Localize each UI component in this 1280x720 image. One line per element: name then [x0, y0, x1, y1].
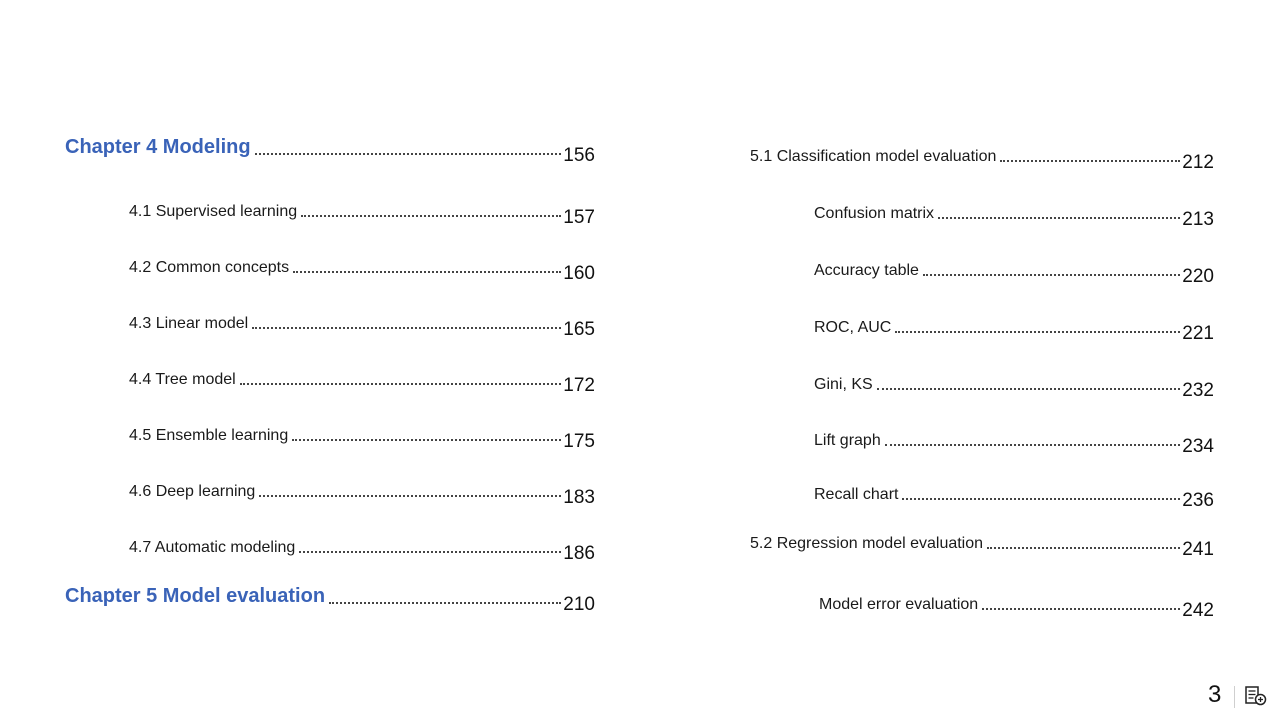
toc-page-number: 236	[1182, 490, 1214, 511]
toc-page-number: 242	[1182, 600, 1214, 621]
toc-entry-accuracy-table[interactable]	[814, 262, 1214, 287]
toc-label: Confusion matrix	[814, 205, 935, 222]
toc-page-number: 210	[563, 594, 595, 615]
toc-entry-confusion-matrix[interactable]	[814, 205, 1214, 230]
leader-dots	[885, 444, 1181, 446]
toc-label: 4.4 Tree model	[129, 371, 236, 388]
leader-dots	[299, 551, 561, 553]
leader-dots	[923, 274, 1180, 276]
toc-label: 4.3 Linear model	[129, 315, 249, 332]
toc-page-number: 234	[1182, 436, 1214, 457]
toc-label: 4.6 Deep learning	[129, 483, 256, 500]
footer-divider	[1234, 686, 1235, 708]
leader-dots	[259, 495, 561, 497]
toc-entry-4-1[interactable]	[129, 203, 595, 228]
leader-dots	[252, 327, 561, 329]
leader-dots	[240, 383, 562, 385]
leader-dots	[982, 608, 1180, 610]
toc-entry-5-2[interactable]	[750, 535, 1214, 560]
toc-page-number: 157	[563, 207, 595, 228]
toc-entry-recall-chart[interactable]	[814, 486, 1214, 511]
toc-entry-gini-ks[interactable]	[814, 376, 1214, 401]
toc-page-number: 232	[1182, 380, 1214, 401]
toc-page-number: 175	[563, 431, 595, 452]
toc-entry-4-7[interactable]	[129, 539, 595, 564]
toc-label: ROC, AUC	[814, 319, 892, 336]
leader-dots	[877, 388, 1181, 390]
leader-dots	[895, 331, 1180, 333]
toc-page-number: 220	[1182, 266, 1214, 287]
toc-label: 5.2 Regression model evaluation	[750, 535, 984, 552]
toc-label: Gini, KS	[814, 376, 873, 393]
toc-entry-4-5[interactable]	[129, 427, 595, 452]
toc-entry-4-2[interactable]	[129, 259, 595, 284]
toc-page-number: 156	[563, 145, 595, 166]
outline-view-icon[interactable]	[1245, 686, 1267, 706]
toc-entry-chapter-5[interactable]	[65, 585, 595, 615]
leader-dots	[329, 602, 561, 604]
toc-entry-lift-graph[interactable]	[814, 432, 1214, 457]
toc-label: Chapter 5 Model evaluation	[65, 585, 326, 607]
slide-number: 3	[1208, 681, 1222, 708]
toc-entry-4-6[interactable]	[129, 483, 595, 508]
toc-entry-chapter-4[interactable]	[65, 136, 595, 166]
toc-entry-roc-auc[interactable]	[814, 319, 1214, 344]
toc-page-number: 186	[563, 543, 595, 564]
toc-label: 4.7 Automatic modeling	[129, 539, 296, 556]
toc-entry-4-4[interactable]	[129, 371, 595, 396]
toc-entry-model-error[interactable]	[819, 596, 1214, 621]
toc-page-number: 165	[563, 319, 595, 340]
leader-dots	[1000, 160, 1180, 162]
toc-label: 4.2 Common concepts	[129, 259, 290, 276]
toc-page-number: 183	[563, 487, 595, 508]
toc-entry-4-3[interactable]	[129, 315, 595, 340]
toc-page-number: 241	[1182, 539, 1214, 560]
toc-page-number: 160	[563, 263, 595, 284]
toc-label: 4.1 Supervised learning	[129, 203, 298, 220]
leader-dots	[255, 153, 562, 155]
toc-label: Lift graph	[814, 432, 881, 449]
toc-page-number: 212	[1182, 152, 1214, 173]
leader-dots	[293, 271, 561, 273]
leader-dots	[301, 215, 561, 217]
toc-label: Chapter 4 Modeling	[65, 136, 251, 158]
toc-label: Accuracy table	[814, 262, 919, 279]
leader-dots	[292, 439, 561, 441]
toc-label: Model error evaluation	[819, 596, 979, 613]
toc-entry-5-1[interactable]	[750, 148, 1214, 173]
toc-page-number: 221	[1182, 323, 1214, 344]
toc-label: 4.5 Ensemble learning	[129, 427, 289, 444]
toc-page-number: 172	[563, 375, 595, 396]
leader-dots	[902, 498, 1180, 500]
toc-label: 5.1 Classification model evaluation	[750, 148, 997, 165]
toc-label: Recall chart	[814, 486, 899, 503]
leader-dots	[987, 547, 1180, 549]
toc-page-number: 213	[1182, 209, 1214, 230]
leader-dots	[938, 217, 1180, 219]
